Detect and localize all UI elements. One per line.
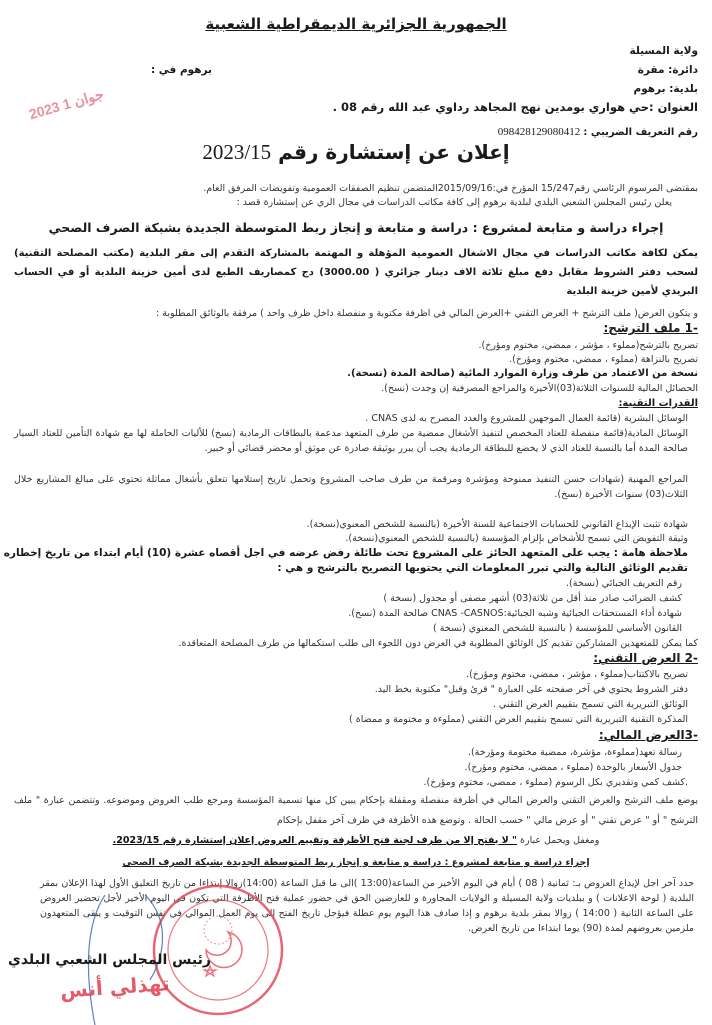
note-item: شهادة أداء المستحقات الجبائية وشبه الجبائية:CNAS -CASNOS صالحة المدة (نسخ).	[348, 608, 682, 619]
material-means: الوسائل المادية(قائمة منفصلة للعتاد المخصص لتنفيذ الأشغال ممضية من طرف المتعهد مدعمة بالبطاقات الرمادية (نسخ) للأليات الحاملة لها مع شهادة التأمين للعتاد السيار صالحة المدة أما بالنسبة للعتاد الذي لا يخضع للبطاقة الرمادية يجب أن يبرر بوثيقة صادرة عن موثق أو محضر قضائي أو خبير.	[14, 428, 688, 454]
financial-item: رسالة تعهد(مملوءة، مؤشرة، ممضية مختومة ومؤرخة).	[467, 747, 682, 758]
technical-capacity-heading: القدرات التقنية:	[618, 398, 698, 409]
intro-decree: بمقتضى المرسوم الرئاسي رقم15/247 المؤرخ في:2015/09/16المتضمن تنظيم الصفقات العمومية وتفويضات المرفق العام.	[203, 183, 698, 194]
note-after: كما يمكن للمتعهدين المشاركين تقديم كل الوثائق المطلوبة في العرض دون اللجوء الى طلب استكمالها من طرف المصلحة المتعاقدة.	[178, 638, 698, 649]
human-means: الوسائل البشرية (قائمة العمال الموجهين للمشروع والعدد المصرح به لدى CNAS .	[365, 413, 688, 424]
important-note-cont: تقديم الوثائق التالية والتي تبرر المعلومات التي يحتويها التصريح بالترشح و هي :	[277, 562, 688, 574]
note-item: رقم التعريف الجبائي (نسخة).	[566, 578, 682, 589]
technical-item: المذكرة التقنية التبريرية التي تسمح بتقييم العرض التقني (مملوءة و مختومة و ممضاة )	[349, 714, 688, 725]
deadline-paragraph: حدد آخر اجل لإيداع العروض بـ: ثمانية ( 08 ) أيام في اليوم الأخير من الساعة(13:00 )الى ما قبل الساعة (14:00)زوالا إبتداءا من تاريخ التعليق الأول لهذا الإعلان بمقر البلدية ( لوحة الاعلانات ) و ببلديات ولاية المسيلة و الولايات المجاورة و للعارضين الحق في حضور عملية فتح الأظرفة التي تكون في اليوم الأخير لأجل تحضير العروض على الساعة الثانية ( 14:00 ) زوالا بمقر بلدية برهوم و إذا صادف هذا اليوم يوم عطلة فيؤجل تاريخ الفتح إلى يوم العمل الموالي في نفس التوقيت و يبقى المتعهدون ملزمين بعروضهم لمدة (90) يوما ابتداءا من تاريخ العرض.	[40, 878, 695, 934]
announcement-title	[14, 140, 698, 164]
section-heading-text: -2 العرض التقني:	[593, 651, 698, 665]
technical-item: دفتر الشروط يحتوي في آخر صفحته على العبارة " قرئ وقبل" مكتوبة بخط اليد.	[374, 684, 688, 695]
handwritten-signature: تهذلي أنس	[59, 971, 171, 1003]
delegation-document: وثيقة التفويض التي تسمح للأشخاص بإلزام المؤسسة (بالنسبة للشخص المعنوي(نسخة).	[345, 533, 688, 544]
candidacy-item: نسخة من الاعتماد من طرف وزارة الموارد المائية (صالحة المدة (نسخة).	[347, 368, 698, 379]
envelope-quote: " لا يفتح إلا من طرف لجنة فتح الأظرفة وتقييم العروض إعلان إستشارة رقم 2023/15.	[112, 835, 517, 846]
financial-item: .كشف كمي وتقديري بكل الرسوم (مملوء ، ممضي، مختوم ومؤرخ).	[423, 777, 688, 788]
section-financial-heading	[14, 729, 698, 742]
title-number: 2023/15	[202, 140, 272, 164]
deposit-certificate: شهادة تثبت الإيداع القانوني للحسابات الاجتماعية للسنة الأخيرة (بالنسبة للشخص المعنوي(نسخة).	[306, 519, 688, 530]
envelope-label-row	[14, 834, 698, 847]
intro-invitation: يعلن رئيس المجلس الشعبي البلدي لبلدية برهوم إلى كافة مكاتب الدراسات في مجال الري عن إستشارة قصد :	[236, 197, 672, 208]
project-title: إجراء دراسة و متابعة لمشروع : دراسة و متابعة و إنجاز ربط المتوسطة الجديدة بشبكة الصرف الصحي	[48, 220, 664, 235]
tax-id-value: 098428129080412	[497, 126, 581, 138]
section-candidacy-heading	[14, 322, 698, 335]
section-heading-text: -1 ملف الترشح:	[603, 321, 698, 335]
daira-label: دائرة: مقرة	[637, 64, 698, 76]
invitation-paragraph: يمكن لكافة مكاتب الدراسات في مجال الاشغال العمومية المؤهلة و المهتمة بالمشاركة التقدم إلى مقر البلدية (مكتب المصلحة التقنية) لسحب دفتر الشروط مقابل دفع مبلغ ثلاثة الاف دينار جزائري ( 3000.00) دج كمصاريف الطبع لدى أمين خزينة البلدية أو في الحساب البريدي لأمين خزينة البلدية	[14, 248, 698, 297]
note-item: كشف الضرائب صادر منذ أقل من ثلاثة(03) أشهر مصفى أو مجدول (نسخة )	[383, 593, 682, 604]
section-heading-text: -3العرض المالي:	[598, 728, 698, 742]
candidacy-item: تصريح بالترشح(مملوء ، مؤشر ، ممضي، مختوم ومؤرخ).	[478, 340, 698, 351]
professional-references: المراجع المهنية (شهادات حسن التنفيذ ممنوحة ومؤشرة ومرقمة من طرف صاحب المشروع وتحمل تاريخ إستلامها تتعلق بأشغال مماثلة تحتوي على مبالغ المشاريع خلال الثلاث(03) سنوات الأخيرة (نسخ).	[14, 474, 688, 500]
financial-item: جدول الأسعار بالوحدة (مملوء ، ممضي، مختوم ومؤرخ).	[464, 762, 682, 773]
offer-composition: و يتكون العرض( ملف الترشح + العرض التقني +العرض المالي في اظرفة مكتوبة و منفصلة داخل ظرف واحد ) مرفقة بالوثائق المطلوبة :	[156, 308, 698, 319]
republic-heading: الجمهورية الجزائرية الديمقراطية الشعبية	[205, 15, 507, 33]
commune-label: بلدية: برهوم	[633, 83, 698, 95]
section-technical-heading	[14, 652, 698, 665]
envelope-instructions: يوضع ملف الترشح والعرض التقني والعرض المالي في أظرفة منفصلة ومقفلة بإحكام يبين كل منها تسمية المؤسسة ومرجع طلب العروض وموضوعه. وتتضمن عبارة " ملف الترشح " أو " عرض تقني " أو عرض مالي " حسب الحالة . وتوضع هذه الأظرفة في ظرف آخر مقفل بإحكام	[14, 795, 698, 826]
tax-id-label: رقم التعريف الضريبي :	[583, 127, 698, 138]
date-stamp: 2023 جوان 1	[27, 85, 106, 123]
place-date-label: برهوم في :	[150, 64, 212, 76]
candidacy-item: الحصائل المالية للسنوات الثلاثة(03)الأخيرة والمراجع المصرفية إن وجدت (نسخ).	[381, 383, 698, 394]
wilaya-label: ولاية المسيلة	[629, 45, 698, 57]
project-title-repeat: إجراء دراسة و متابعة لمشروع : دراسة و متابعة و إنجاز ربط المتوسطة الجديدة بشبكة الصرف الصحي	[122, 857, 590, 868]
tax-id-row	[14, 126, 698, 139]
important-note: ملاحظة هامة : يجب على المتعهد الحائز على المشروع تحت طائلة رفض عرضه في اجل أقصاه عشرة (10) أيام ابتداء من تاريخ إخطاره	[3, 547, 688, 559]
technical-item: الوثائق التبريرية التي تسمح بتقييم العرض التقني .	[492, 699, 688, 710]
note-item: القانون الأساسي للمؤسسة ( بالنسبة للشخص المعنوي (نسخة )	[433, 623, 682, 634]
address-line: العنوان :حي هواري بومدين نهج المجاهد رداوي عبد الله رقم 08 .	[332, 100, 698, 114]
candidacy-item: تصريح بالنزاهة (مملوء ، ممضي، مختوم ومؤرخ).	[509, 354, 698, 365]
technical-item: تصريح بالاكتتاب(مملوء ، مؤشر ، ممضي، مختوم ومؤرخ).	[466, 669, 688, 680]
title-label: إعلان عن إستشارة رقم	[278, 140, 510, 164]
president-title: رئيس المجلس الشعبي البلدي	[8, 952, 211, 968]
envelope-prefix: ومغفل ويحمل عبارة	[520, 835, 600, 846]
